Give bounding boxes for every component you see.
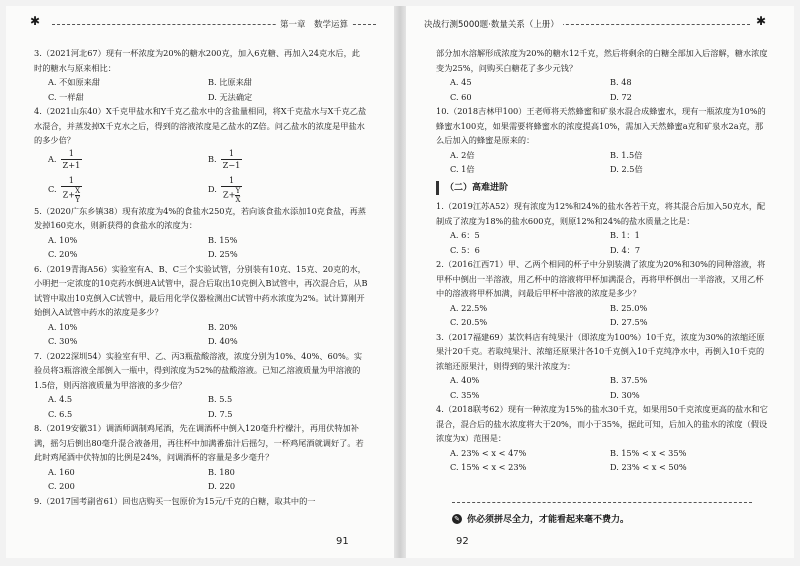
option bbox=[208, 175, 368, 204]
option: D. 4：7 bbox=[610, 244, 641, 255]
numerator: 1 bbox=[61, 175, 83, 187]
option: B. 5.5 bbox=[208, 394, 233, 404]
option: B. 1.5倍 bbox=[610, 149, 643, 160]
inner-denominator: X bbox=[235, 195, 241, 204]
fraction-options bbox=[48, 148, 368, 204]
option: A. 45 bbox=[450, 77, 472, 87]
option: D. 23% < x < 50% bbox=[610, 462, 687, 472]
right-page bbox=[406, 6, 794, 558]
option: A. 10% bbox=[48, 234, 78, 245]
denominator bbox=[61, 187, 83, 204]
option: D. 72 bbox=[610, 91, 632, 102]
option: A. 不如原来甜 bbox=[48, 77, 101, 87]
inner-fraction bbox=[235, 187, 240, 204]
option: D. 220 bbox=[208, 481, 236, 491]
numerator: 1 bbox=[221, 148, 243, 160]
option: B. 15% bbox=[208, 234, 238, 245]
options bbox=[48, 75, 368, 104]
question-stem: 7.（2022深圳54）实验室有甲、乙、丙3瓶盐酸溶液，浓度分别为10%、40%、60%。实验员将3瓶溶液全部倒入一瓶中，得到浓度为52%的盐酸溶液。已知乙溶液质量为甲溶液的1.5倍，则丙溶液质量为甲溶液的多少倍？ bbox=[34, 350, 363, 390]
options bbox=[450, 301, 770, 330]
option: A. 23% < x < 47% bbox=[450, 447, 527, 458]
inner-denominator: Y bbox=[75, 195, 80, 204]
question-stem: 3.（2017福建69）某饮料店有纯果汁（即浓度为100%）10千克，浓度为30%的浓缩还原果汁20千克。若取纯果汁、浓缩还原果汁各10千克倒入10千克纯净水中，再倒入10千克的浓缩还原果汁，则得到的果汁浓度为： bbox=[436, 331, 765, 371]
option bbox=[208, 148, 368, 171]
option: A. 22.5% bbox=[450, 302, 488, 313]
option-label: D. bbox=[208, 183, 217, 194]
option: B. 180 bbox=[208, 466, 235, 477]
section-title: （二）高难进阶 bbox=[436, 181, 514, 196]
page-number: 91 bbox=[336, 536, 349, 547]
option: A. 10% bbox=[48, 321, 78, 332]
denominator: Z−1 bbox=[222, 159, 241, 170]
options bbox=[450, 75, 770, 104]
denominator: Z+1 bbox=[62, 159, 81, 170]
right-header bbox=[420, 14, 767, 32]
right-column bbox=[436, 46, 770, 475]
option: C. 5：6 bbox=[450, 244, 480, 255]
option: A. 4.5 bbox=[48, 394, 73, 404]
options bbox=[48, 392, 368, 421]
option: D. 40% bbox=[208, 336, 238, 346]
option: A. 160 bbox=[48, 466, 75, 477]
question-stem: 1.（2019江苏A52）现有浓度为12%和24%的盐水各若干克，将其混合后加入50克水，配制成了浓度为18%的盐水600克，则原12%和24%的盐水质量之比是： bbox=[436, 201, 766, 226]
question-stem: 5.（2020广东乡镇38）现有浓度为4%的食盐水250克，若向该食盐水添加10克食盐，再蒸发掉160克水，则新获得的食盐水的浓度为： bbox=[34, 205, 366, 230]
options bbox=[48, 233, 368, 262]
corner-mark-icon: ✱ bbox=[30, 14, 41, 28]
option: A. 2倍 bbox=[450, 149, 475, 160]
question-stem: 6.（2019青海A56）实验室有A、B、C三个实验试管，分别装有10克、15克、20克的水，小明把一定浓度的10克药水倒进A试管中，混合后取出10克倒入B试管中，再次混合后，从B试管中取出10克倒入C试管中，最后用化学仪器检测出C试管中药水浓度为2%。试计算刚开始倒入A试管中药水的浓度是多少？ bbox=[34, 263, 368, 317]
option: C. 一样甜 bbox=[48, 91, 84, 102]
option: B. 48 bbox=[610, 77, 632, 87]
denominator-prefix: Z+ bbox=[222, 189, 236, 199]
options bbox=[450, 148, 770, 177]
option: D. 30% bbox=[610, 389, 640, 400]
option: B. 1：1 bbox=[610, 230, 640, 240]
numerator: 1 bbox=[61, 148, 83, 160]
question-stem: 3.（2021河北67）现有一杯浓度为20%的糖水200克，加入6克糖、再加入24克水后，此时的糖水与原来相比： bbox=[34, 48, 360, 73]
option: A. 40% bbox=[450, 375, 480, 385]
question-stem: 4.（2018联考62）现有一种浓度为15%的盐水30千克，如果用50千克浓度更高的盐水和它混合，混合后的盐水浓度将大于20%，而小于35%，据此可知，后加入的盐水的浓度（假设浓度为x）范围是： bbox=[436, 404, 768, 443]
option: B. 25.0% bbox=[610, 302, 648, 313]
bullet-icon: ✎ bbox=[452, 514, 462, 524]
question-stem: 2.（2016江西71）甲、乙两个相同的杯子中分别装满了浓度为20%和30%的同种溶液，将甲杯中倒出一半溶液，用乙杯中的溶液将甲杯加满混合，再将甲杯倒出一半溶液，又用乙杯中的溶液将甲杯加满，问最后甲杯中溶液的浓度是多少？ bbox=[436, 259, 766, 298]
options bbox=[450, 228, 770, 257]
motto-text: 你必须拼尽全力，才能看起来毫不费力。 bbox=[467, 515, 630, 525]
option: B. 37.5% bbox=[610, 375, 648, 385]
corner-mark-icon: ✱ bbox=[756, 14, 767, 28]
option: A. 6：5 bbox=[450, 230, 480, 240]
option: C. 20% bbox=[48, 249, 78, 259]
option: C. 200 bbox=[48, 481, 75, 491]
options bbox=[450, 446, 770, 475]
option: D. 27.5% bbox=[610, 317, 648, 327]
option bbox=[48, 175, 208, 204]
question-stem: 部分加水溶解形成浓度为20%的糖水12千克，然后将剩余的白糖全部加入后溶解，糖水浓度变为25%，问购买白糖花了多少元钱？ bbox=[436, 48, 768, 73]
options bbox=[48, 465, 368, 494]
fraction bbox=[221, 175, 243, 204]
option: B. 15% < x < 35% bbox=[610, 447, 687, 458]
option: C. 6.5 bbox=[48, 408, 73, 419]
options bbox=[450, 373, 770, 402]
left-page bbox=[6, 6, 394, 558]
option: B. 比原来甜 bbox=[208, 77, 252, 87]
fraction bbox=[61, 175, 83, 204]
denominator bbox=[221, 187, 243, 204]
right-header-title: 决战行测5000题·数量关系（上册） bbox=[420, 18, 563, 30]
page-number: 92 bbox=[456, 536, 469, 547]
question-stem: 9.（2017国考副省61）回也店购买一包原价为15元/千克的白糖，取其中的一 bbox=[34, 495, 316, 506]
option: C. 35% bbox=[450, 389, 480, 400]
option-label: B. bbox=[208, 153, 217, 164]
options bbox=[48, 320, 368, 349]
option: C. 60 bbox=[450, 91, 472, 102]
left-column bbox=[34, 46, 368, 508]
fraction bbox=[61, 148, 83, 171]
left-header-title: 第一章 数学运算 bbox=[276, 18, 352, 30]
option: D. 2.5倍 bbox=[610, 164, 643, 174]
inner-fraction bbox=[75, 187, 80, 204]
option: C. 30% bbox=[48, 336, 78, 346]
numerator: 1 bbox=[221, 175, 243, 187]
question-stem: 8.（2019安徽31）调酒师调制鸡尾酒，先在调酒杯中倒入120毫升柠檬汁，再用伏特加补满，摇匀后倒出80毫升混合液备用，再往杯中加满番茄汁后摇匀，一杯鸡尾酒就调好了。若此时鸡尾酒中伏特加的比例是24%，问调酒杯的容量是多少毫升？ bbox=[34, 423, 364, 462]
option-label: C. bbox=[48, 183, 57, 194]
option: D. 无法确定 bbox=[208, 91, 253, 102]
motto bbox=[452, 512, 629, 525]
footer-rule bbox=[452, 502, 752, 503]
option: B. 20% bbox=[208, 321, 238, 332]
left-header bbox=[30, 14, 376, 32]
inner-numerator: X bbox=[75, 186, 81, 195]
fraction bbox=[221, 148, 243, 171]
option-label: A. bbox=[48, 153, 57, 164]
denominator-prefix: Z+ bbox=[62, 189, 76, 199]
option: D. 25% bbox=[208, 249, 238, 259]
question-stem: 4.（2021山东40）X千克甲盐水和Y千克乙盐水中的含盐量相同，将X千克盐水与X千克乙盐水混合，并蒸发掉X千克水之后，得到的溶液浓度是乙盐水的Z倍。问乙盐水的浓度是甲盐水的多少倍？ bbox=[34, 106, 367, 145]
book-gutter bbox=[394, 6, 406, 558]
option: C. 20.5% bbox=[450, 317, 488, 327]
option bbox=[48, 148, 208, 171]
question-stem: 10.（2018吉林甲100）王老师将天然蜂蜜和矿泉水混合成蜂蜜水，现有一瓶浓度为10%的蜂蜜水100克，如果需要将蜂蜜水的浓度提高10%，需加入天然蜂蜜a克和矿泉水2a克，那么后加入的蜂蜜是原来的： bbox=[436, 106, 766, 145]
inner-numerator: Y bbox=[235, 186, 241, 195]
option: D. 7.5 bbox=[208, 408, 233, 419]
option: C. 1倍 bbox=[450, 164, 475, 174]
option: C. 15% < x < 23% bbox=[450, 462, 527, 472]
